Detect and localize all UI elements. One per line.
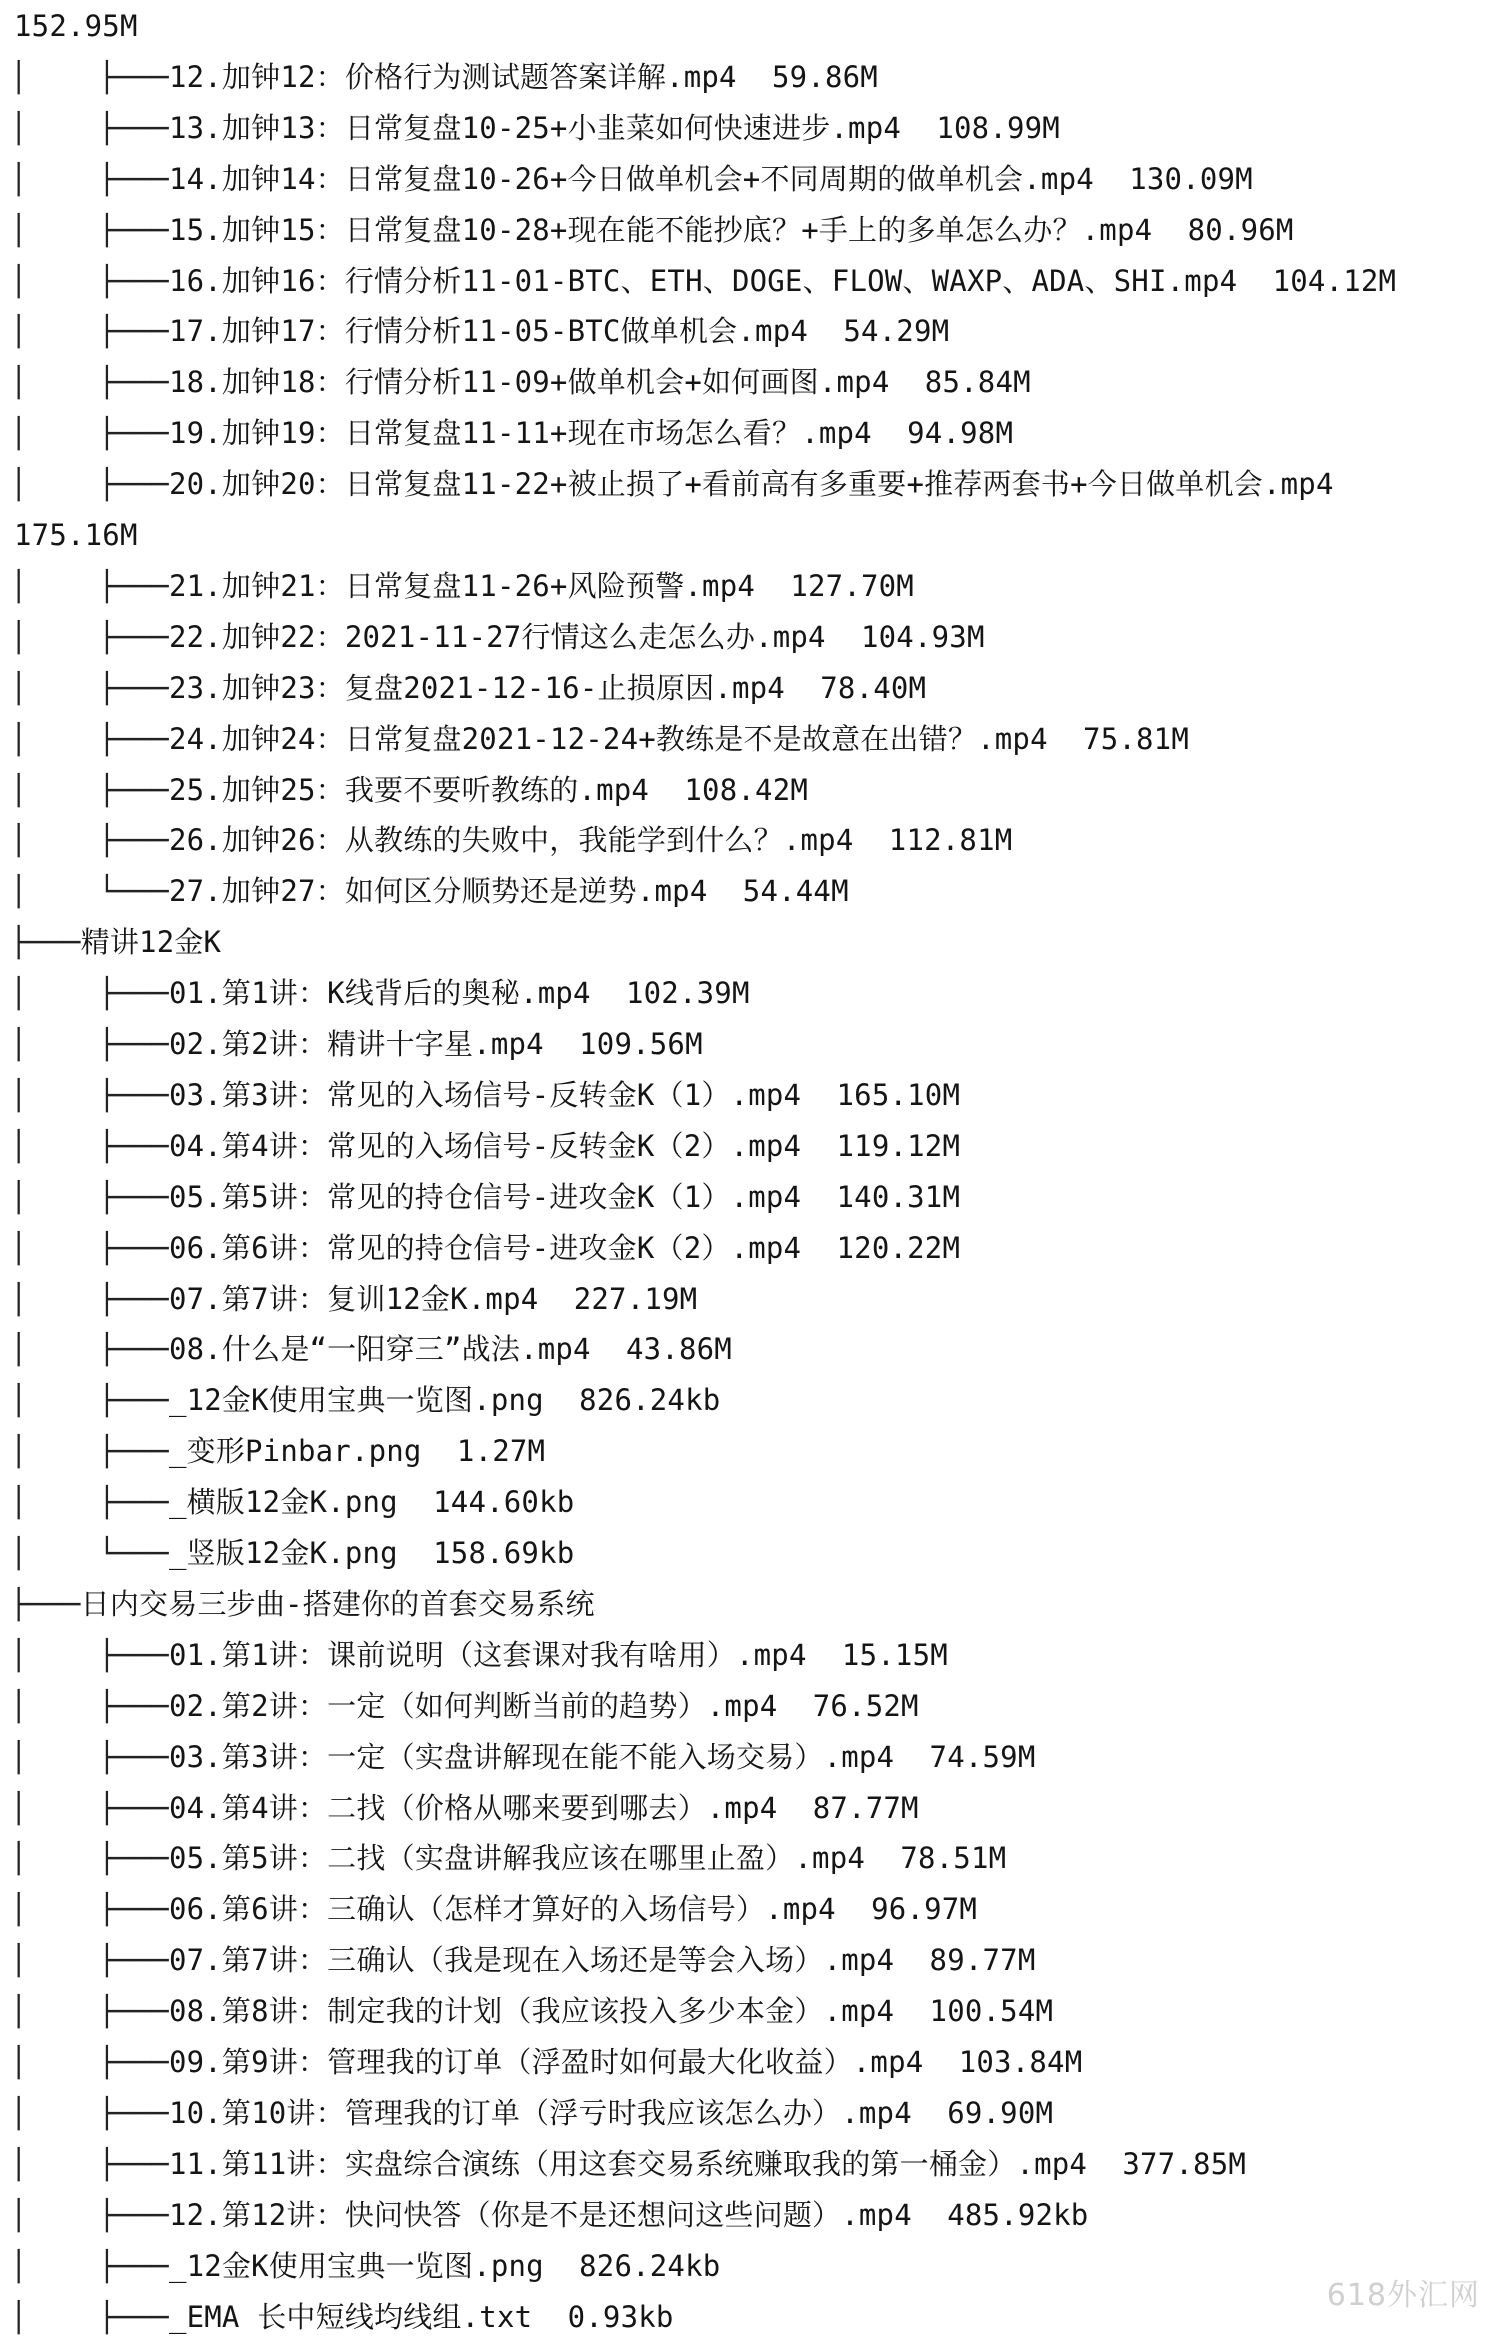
file-entry: 05.第5讲：常见的持仓信号-进攻金K（1）.mp4 140.31M [168,1179,961,1214]
file-entry: _12金K使用宝典一览图.png 826.24kb [168,2248,721,2283]
tree-line [10,1788,919,1828]
site-watermark: 618外汇网 [1326,2278,1480,2313]
tree-line [10,1686,919,1726]
tree-guide: │ ├─── [10,2146,169,2181]
tree-guide: │ ├─── [10,1230,169,1265]
tree-line [10,1329,732,1369]
tree-line [10,57,878,97]
tree-line [10,1635,948,1675]
file-entry: 24.加钟24：日常复盘2021-12-24+教练是不是故意在出错？.mp4 75.81M [168,721,1190,756]
tree-guide: │ ├─── [10,110,169,145]
file-entry: 22.加钟22：2021-11-27行情这么走怎么办.mp4 104.93M [168,619,985,654]
tree-guide: │ ├─── [10,1994,169,2029]
tree-line [10,210,1294,250]
tree-line [10,464,1334,504]
tree-guide: │ ├─── [10,1485,169,1520]
file-entry: 05.第5讲：二找（实盘讲解我应该在哪里止盈）.mp4 78.51M [168,1841,1007,1876]
file-entry: _横版12金K.png 144.60kb [168,1485,575,1520]
file-entry: 19.加钟19：日常复盘11-11+现在市场怎么看？.mp4 94.98M [168,416,1014,451]
tree-line [10,1584,595,1624]
file-entry: 02.第2讲：一定（如何判断当前的趋势）.mp4 76.52M [168,1688,919,1723]
tree-line [10,2042,1082,2082]
tree-guide: │ ├─── [10,1637,169,1672]
tree-guide: │ ├─── [10,2095,169,2130]
tree-guide: │ ├─── [10,1790,169,1825]
file-entry: 01.第1讲：课前说明（这套课对我有啥用）.mp4 15.15M [168,1637,948,1672]
file-entry: _12金K使用宝典一览图.png 826.24kb [168,1383,721,1418]
tree-guide: │ ├─── [10,2045,169,2079]
tree-guide: │ ├─── [10,212,169,247]
tree-guide: │ ├─── [10,1179,169,1214]
tree-line [10,108,1060,148]
tree-guide: │ ├─── [10,2197,169,2232]
file-entry: 07.第7讲：复训12金K.mp4 227.19M [168,1281,698,1316]
tree-line [10,719,1189,759]
tree-guide: │ ├─── [10,619,169,654]
tree-guide: │ ├─── [10,59,169,94]
file-entry: 01.第1讲：K线背后的奥秘.mp4 102.39M [168,976,750,1011]
tree-line [10,1838,1006,1878]
file-entry: 18.加钟18：行情分析11-09+做单机会+如何画图.mp4 85.84M [168,365,1031,400]
file-entry: 11.第11讲：实盘综合演练（用这套交易系统赚取我的第一桶金）.mp4 377.85M [168,2146,1247,2181]
tree-guide: │ ├─── [10,721,169,756]
file-entry: 02.第2讲：精讲十字星.mp4 109.56M [168,1027,703,1061]
folder-name: 日内交易三步曲-搭建你的首套交易系统 [80,1586,595,1621]
tree-guide: │ ├─── [10,161,169,196]
tree-guide: ├─── [10,925,81,960]
tree-guide: │ ├─── [10,467,169,502]
tree-line [10,1991,1053,2031]
tree-line [10,1126,960,1166]
tree-line [10,1889,977,1929]
file-entry: 152.95M [14,9,138,43]
file-entry: 04.第4讲：二找（价格从哪来要到哪去）.mp4 87.77M [168,1790,919,1825]
tree-guide: │ ├─── [10,314,169,349]
tree-line [10,1380,720,1420]
tree-line [10,668,926,708]
file-entry: 26.加钟26：从教练的失败中，我能学到什么？.mp4 112.81M [168,823,1013,858]
tree-line [10,1177,960,1217]
file-entry: 03.第3讲：一定（实盘讲解现在能不能入场交易）.mp4 74.59M [168,1739,1036,1774]
file-entry: 06.第6讲：三确认（怎样才算好的入场信号）.mp4 96.97M [168,1892,978,1927]
tree-guide: │ ├─── [10,1077,169,1112]
tree-line [10,2195,1088,2235]
tree-guide: │ ├─── [10,1688,169,1723]
tree-line [10,311,949,351]
tree-guide: │ └─── [10,874,169,909]
tree-line [10,973,750,1013]
tree-line [10,770,808,810]
tree-line [10,362,1031,402]
tree-guide: │ ├─── [10,1943,169,1978]
file-entry: 21.加钟21：日常复盘11-26+风险预警.mp4 127.70M [168,568,914,603]
tree-line [10,1737,1036,1777]
tree-guide: │ ├─── [10,670,169,705]
file-entry: 14.加钟14：日常复盘10-26+今日做单机会+不同周期的做单机会.mp4 130.09M [168,161,1253,196]
tree-line [10,1533,574,1573]
tree-guide: │ ├─── [10,263,169,298]
file-entry: 10.第10讲：管理我的订单（浮亏时我应该怎么办）.mp4 69.90M [168,2095,1054,2130]
file-entry: 04.第4讲：常见的入场信号-反转金K（2）.mp4 119.12M [168,1128,961,1163]
file-entry: _竖版12金K.png 158.69kb [168,1536,575,1570]
tree-line [10,566,914,606]
tree-guide: │ ├─── [10,1841,169,1876]
tree-guide: │ ├─── [10,1128,169,1163]
tree-guide: │ ├─── [10,976,169,1011]
file-entry: 23.加钟23：复盘2021-12-16-止损原因.mp4 78.40M [168,670,927,705]
tree-line [10,2144,1246,2184]
tree-guide: │ ├─── [10,1281,169,1316]
file-entry: 12.加钟12：价格行为测试题答案详解.mp4 59.86M [168,59,878,94]
tree-guide: │ ├─── [10,1739,169,1774]
tree-guide: │ ├─── [10,1434,169,1469]
tree-line [10,1482,574,1522]
tree-guide: │ ├─── [10,1383,169,1418]
tree-guide: │ ├─── [10,1027,169,1061]
tree-guide: │ └─── [10,1536,169,1570]
tree-line [10,2297,674,2337]
file-entry: 16.加钟16：行情分析11-01-BTC、ETH、DOGE、FLOW、WAXP、ADA、SHI.mp4 104.12M [168,263,1397,298]
tree-guide: │ ├─── [10,2299,169,2334]
folder-name: 精讲12金K [80,925,222,960]
tree-guide: │ ├─── [10,1892,169,1927]
tree-guide: │ ├─── [10,772,169,807]
tree-line [10,1228,960,1268]
file-entry: 07.第7讲：三确认（我是现在入场还是等会入场）.mp4 89.77M [168,1943,1036,1978]
file-entry: _EMA 长中短线均线组.txt 0.93kb [168,2299,674,2334]
tree-line [10,413,1013,453]
tree-line [10,2246,720,2286]
tree-line [10,922,221,962]
tree-line [10,1279,697,1319]
file-entry: 17.加钟17：行情分析11-05-BTC做单机会.mp4 54.29M [168,314,950,349]
tree-line [10,1024,703,1064]
file-entry: 12.第12讲：快问快答（你是不是还想问这些问题）.mp4 485.92kb [168,2197,1089,2232]
file-entry: 06.第6讲：常见的持仓信号-进攻金K（2）.mp4 120.22M [168,1230,961,1265]
file-entry: 15.加钟15：日常复盘10-28+现在能不能抄底？+手上的多单怎么办？.mp4 80.96M [168,212,1294,247]
tree-line [10,617,985,657]
file-entry: 27.加钟27：如何区分顺势还是逆势.mp4 54.44M [168,874,849,909]
tree-line [10,261,1396,301]
tree-guide: │ ├─── [10,568,169,603]
file-entry: 08.什么是“一阳穿三”战法.mp4 43.86M [168,1332,732,1367]
tree-guide: ├─── [10,1586,81,1621]
tree-line [10,159,1253,199]
tree-line [10,1075,960,1115]
tree-line [10,820,1012,860]
file-entry: 25.加钟25：我要不要听教练的.mp4 108.42M [168,772,809,807]
tree-line [14,6,138,46]
tree-line [14,515,138,555]
tree-guide: │ ├─── [10,416,169,451]
tree-line [10,1940,1036,1980]
tree-guide: │ ├─── [10,2248,169,2283]
tree-line [10,1431,545,1471]
tree-guide: │ ├─── [10,365,169,400]
tree-line [10,871,849,911]
file-entry: 08.第8讲：制定我的计划（我应该投入多少本金）.mp4 100.54M [168,1994,1054,2029]
file-entry: 13.加钟13：日常复盘10-25+小韭菜如何快速进步.mp4 108.99M [168,110,1060,145]
file-entry: 09.第9讲：管理我的订单（浮盈时如何最大化收益）.mp4 103.84M [168,2045,1083,2079]
file-entry: 175.16M [14,518,138,552]
tree-line [10,2093,1053,2133]
file-entry: 03.第3讲：常见的入场信号-反转金K（1）.mp4 165.10M [168,1077,961,1112]
tree-guide: │ ├─── [10,1332,169,1367]
file-entry: 20.加钟20：日常复盘11-22+被止损了+看前高有多重要+推荐两套书+今日做单机会.mp4 [168,467,1334,502]
tree-guide: │ ├─── [10,823,169,858]
file-entry: _变形Pinbar.png 1.27M [168,1434,546,1469]
